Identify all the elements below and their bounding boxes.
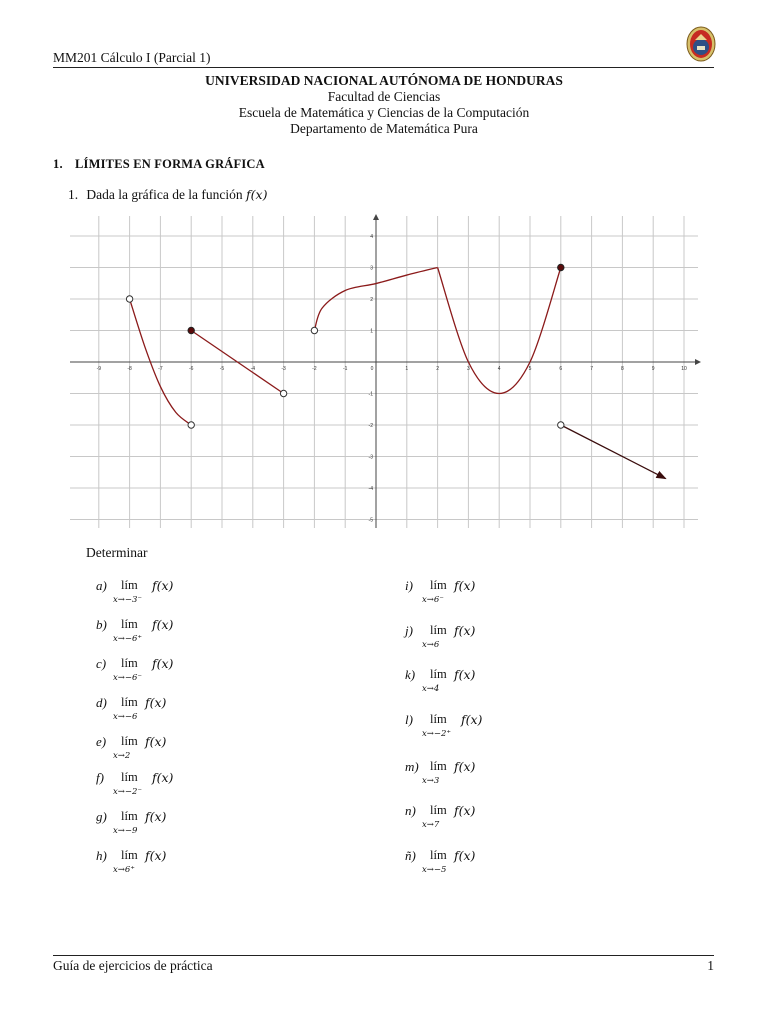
limit-letter: n) [405,803,416,818]
limit-subscript: x→6 [422,640,440,650]
limit-function: f(x) [454,803,476,818]
x-tick-label: -4 [250,366,256,372]
limit-function: f(x) [461,712,483,727]
x-tick-label: 3 [467,366,470,372]
limit-subscript: x→6⁻ [422,595,444,605]
limit-item [96,617,236,647]
limit-function: f(x) [152,578,174,593]
university-seal-logo [686,26,716,62]
limit-subscript: x→−6⁻ [113,673,142,683]
limit-letter: ñ) [405,848,416,863]
problem-text: Dada la gráfica de la función [86,187,243,202]
x-tick-label: 6 [559,366,563,372]
limit-operator: lím [121,695,138,709]
limit-operator: lím [430,759,447,773]
limit-letter: g) [96,809,107,824]
problem-function: f(x) [246,187,268,202]
limit-item [96,770,236,800]
limit-subscript: x→7 [422,820,440,830]
y-tick-label: 1 [370,328,373,335]
limit-function: f(x) [145,848,167,863]
page-number: 1 [707,958,714,973]
limit-subscript: x→−5 [422,865,447,875]
y-tick-label: -3 [368,454,373,461]
limit-function: f(x) [145,809,167,824]
limit-operator: lím [121,848,138,862]
limit-item [96,848,236,878]
limit-operator: lím [430,803,447,817]
limit-item [405,803,545,833]
limit-operator: lím [121,734,138,748]
limit-subscript: x→4 [422,684,440,694]
limit-subscript: x→−6⁺ [113,634,142,644]
university-name: UNIVERSIDAD NACIONAL AUTÓNOMA DE HONDURAS [205,73,563,88]
x-tick-label: -2 [312,366,317,372]
faculty-name: Facultad de Ciencias [327,89,441,104]
limit-function: f(x) [454,623,476,638]
limit-letter: e) [96,734,107,749]
limit-letter: i) [405,578,413,593]
y-tick-label: -2 [368,423,373,429]
limit-item [96,578,236,608]
limit-function: f(x) [454,578,476,593]
limit-function: f(x) [152,770,174,785]
limit-operator: lím [430,623,447,637]
limit-operator: lím [121,578,138,592]
limit-item [96,734,236,764]
limit-letter: b) [96,617,107,632]
limit-operator: lím [121,656,138,670]
x-tick-label: 4 [497,366,501,372]
limit-item [405,712,545,742]
x-tick-label: 2 [436,366,439,372]
open-endpoint [126,296,132,302]
section-heading [53,157,265,172]
limit-letter: f) [96,770,104,785]
limit-item [405,578,545,608]
limit-letter: k) [405,667,416,682]
institution-block [0,73,768,137]
x-tick-label: 7 [590,366,593,372]
limit-operator: lím [121,770,138,784]
open-endpoint [558,422,564,428]
limit-subscript: x→−2⁻ [113,787,142,797]
limit-subscript: x→3 [422,776,440,786]
x-tick-label: 9 [651,366,655,372]
x-tick-label: -1 [342,366,348,372]
limit-operator: lím [430,578,447,592]
limit-letter: m) [405,759,419,774]
limit-operator: lím [430,667,447,681]
limit-function: f(x) [145,695,167,710]
limit-item [405,848,545,878]
limit-letter: l) [405,712,413,727]
limit-subscript: x→−6 [113,712,138,722]
limit-subscript: x→−2⁺ [422,729,451,739]
limit-letter: h) [96,848,107,863]
limit-item [96,656,236,686]
limit-item [405,667,545,697]
closed-endpoint [188,327,194,333]
x-tick-label: 10 [681,366,687,372]
limit-operator: lím [121,617,138,631]
limit-letter: c) [96,656,107,671]
open-endpoint [280,390,286,396]
limit-letter: d) [96,695,107,710]
x-tick-label: -3 [281,366,286,372]
limit-item [405,623,545,653]
determinar-label: Determinar [86,545,148,560]
x-tick-label: 8 [621,366,624,372]
limit-letter: j) [405,623,413,638]
x-tick-label: -9 [96,366,102,372]
x-tick-label: 5 [528,366,532,372]
limit-item [96,695,236,725]
limit-function: f(x) [145,734,167,749]
x-tick-label: -8 [127,366,132,372]
limit-function: f(x) [454,848,476,863]
school-name: Escuela de Matemática y Ciencias de la Computación [238,105,530,120]
y-tick-label: -4 [368,486,373,492]
limit-subscript: x→−3⁻ [113,595,142,605]
open-endpoint [188,422,194,428]
closed-endpoint [558,264,564,270]
x-tick-label: -5 [219,366,225,372]
footer-title: Guía de ejercicios de práctica [53,958,213,973]
graph-piece-5 [561,425,666,479]
y-tick-label: 2 [370,297,373,303]
limit-operator: lím [121,809,138,823]
y-tick-label: -1 [368,391,373,398]
header-rule [53,67,714,68]
limit-item [405,759,545,789]
x-tick-label: 1 [405,366,409,372]
limit-function: f(x) [152,617,174,632]
section-title: LÍMITES EN FORMA GRÁFICA [75,157,265,171]
y-tick-label: -5 [368,517,373,524]
limit-letter: a) [96,578,107,593]
open-endpoint [311,327,317,333]
section-number: 1. [53,157,63,171]
x-tick-label: -7 [158,366,163,372]
x-tick-label: 0 [370,366,374,372]
limit-function: f(x) [454,667,476,682]
limit-subscript: x→−9 [113,826,138,836]
problem-statement [68,187,267,203]
limit-item [96,809,236,839]
limit-subscript: x→6⁺ [113,865,135,875]
y-tick-label: 3 [370,265,373,272]
function-graph [70,214,702,530]
problem-number: 1. [68,187,79,202]
x-tick-label: -6 [188,366,194,372]
limit-function: f(x) [454,759,476,774]
y-tick-label: 4 [370,234,373,240]
course-header: MM201 Cálculo I (Parcial 1) [53,50,211,65]
limit-function: f(x) [152,656,174,671]
limit-operator: lím [430,712,447,726]
limit-subscript: x→2 [113,751,131,761]
limit-operator: lím [430,848,447,862]
department-name: Departamento de Matemática Pura [290,121,478,136]
footer-rule [53,955,714,956]
